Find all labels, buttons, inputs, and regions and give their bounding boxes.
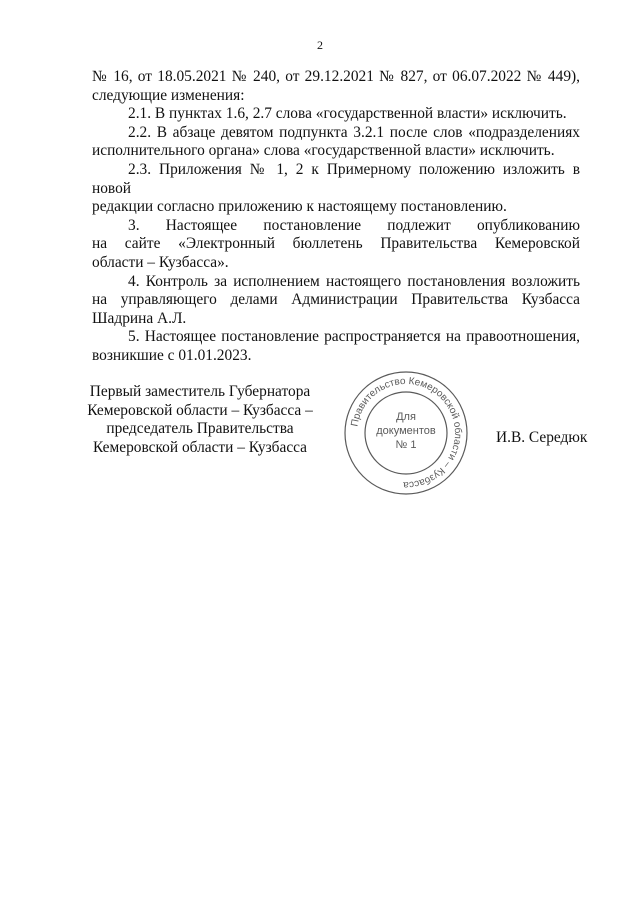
- paragraph-2-2: [92, 124, 580, 161]
- text-line: 2.3. Приложения № 1, 2 к Примерному положению изложить в новой: [92, 160, 580, 197]
- paragraph-2-3: [92, 161, 580, 217]
- text-line: на управляющего делами Администрации Правительства Кузбасса: [92, 291, 580, 309]
- text-line: возникшие с 01.01.2023.: [92, 346, 252, 364]
- paragraph-2-1: [92, 105, 580, 124]
- text-line: редакции согласно приложению к настоящему постановлению.: [92, 198, 507, 216]
- signatory-position: [80, 383, 320, 457]
- position-line: председатель Правительства: [106, 420, 294, 438]
- position-line: Кемеровской области – Кузбасса: [92, 438, 308, 456]
- svg-text:Для: Для: [396, 411, 416, 423]
- text-line: 2.1. В пунктах 1.6, 2.7 слова «государственной власти» исключить.: [128, 105, 567, 123]
- paragraph-3: [92, 217, 580, 273]
- paragraph-5: [92, 328, 580, 365]
- signer-name: И.В. Середюк: [496, 429, 588, 446]
- position-line: Кемеровской области – Кузбасса –: [87, 401, 313, 419]
- svg-text:документов: документов: [376, 425, 436, 437]
- text-line: исполнительного органа» слова «государственной власти» исключить.: [92, 142, 555, 160]
- paragraph-4: [92, 273, 580, 329]
- official-stamp: [341, 368, 471, 498]
- stamp-center-text: [376, 411, 436, 451]
- text-line: 2.2. В абзаце девятом подпункта 3.2.1 после слов «подразделениях: [128, 123, 580, 141]
- stamp-ring-text: Правительство Кемеровской области – Кузбасса: [349, 375, 464, 491]
- text-line: на сайте «Электронный бюллетень Правительства Кемеровской: [92, 235, 580, 253]
- paragraph-intro: [92, 68, 580, 105]
- text-line: Шадрина А.Л.: [92, 309, 187, 327]
- page-number: 2: [317, 38, 323, 52]
- svg-text:№ 1: № 1: [395, 439, 417, 451]
- text-line: 4. Контроль за исполнением настоящего постановления возложить: [128, 272, 580, 290]
- text-line: 3. Настоящее постановление подлежит опубликованию: [128, 216, 580, 234]
- document-body: [92, 68, 580, 366]
- text-line: следующие изменения:: [92, 86, 245, 104]
- text-line: № 16, от 18.05.2021 № 240, от 29.12.2021 № 827, от 06.07.2022 № 449),: [92, 68, 580, 85]
- text-line: области – Кузбасса».: [92, 253, 229, 271]
- text-line: 5. Настоящее постановление распространяется на правоотношения,: [128, 328, 580, 346]
- position-line: Первый заместитель Губернатора: [89, 383, 311, 400]
